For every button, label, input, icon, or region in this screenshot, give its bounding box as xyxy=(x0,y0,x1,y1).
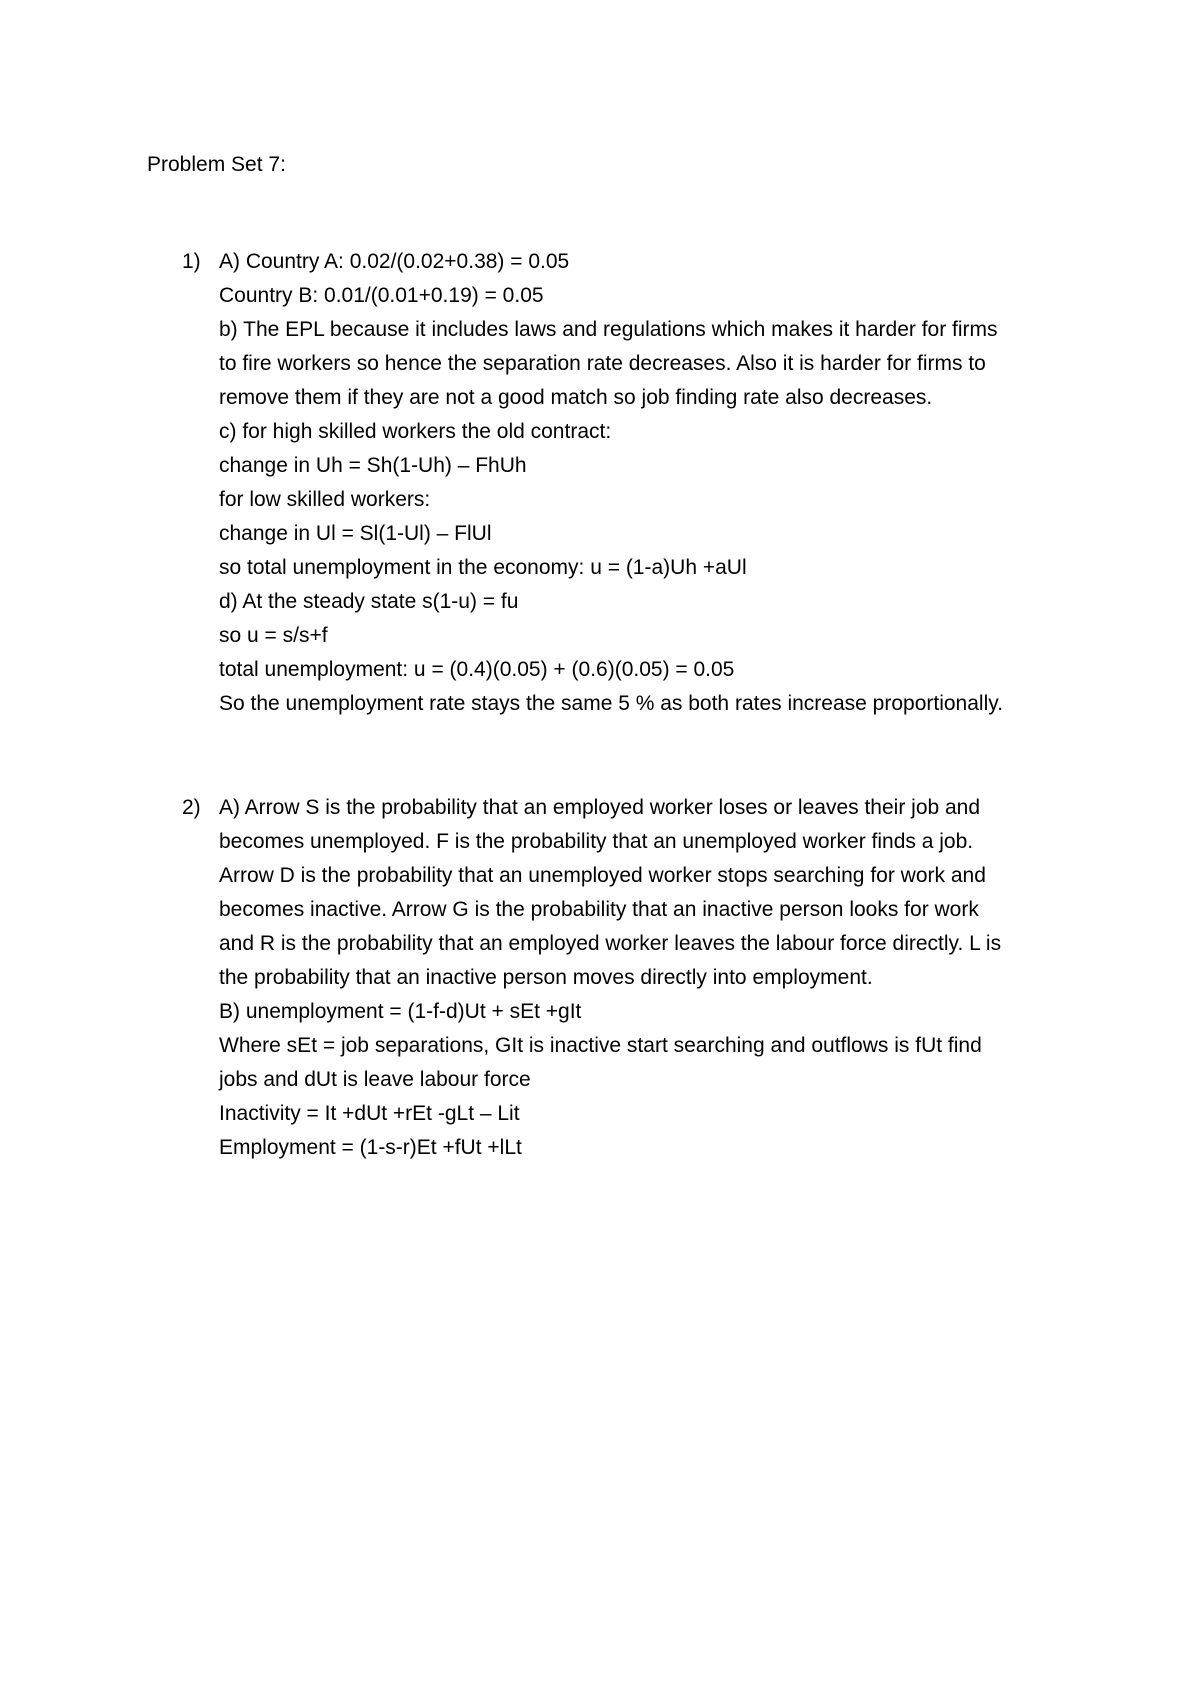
answer-line: B) unemployment = (1-f-d)Ut + sEt +gIt xyxy=(219,1000,582,1023)
item-body xyxy=(219,791,1079,1165)
answer-line: c) for high skilled workers the old contract: xyxy=(219,420,612,443)
answer-line: A) Country A: 0.02/(0.02+0.38) = 0.05 xyxy=(219,250,570,273)
answer-line: becomes unemployed. F is the probability that an unemployed worker finds a job. xyxy=(219,830,974,853)
answer-line: the probability that an inactive person moves directly into employment. xyxy=(219,966,873,989)
answer-line: A) Arrow S is the probability that an employed worker loses or leaves their job and xyxy=(219,796,981,819)
item-number: 1) xyxy=(182,250,201,273)
answer-line: and R is the probability that an employed worker leaves the labour force directly. L is xyxy=(219,932,1002,955)
answer-line: Inactivity = It +dUt +rEt -gLt – Lit xyxy=(219,1102,520,1125)
answer-line: So the unemployment rate stays the same 5 % as both rates increase proportionally. xyxy=(219,692,1004,715)
answer-line: to fire workers so hence the separation rate decreases. Also it is harder for firms to xyxy=(219,352,986,375)
answer-line: becomes inactive. Arrow G is the probability that an inactive person looks for work xyxy=(219,898,979,921)
answer-line: for low skilled workers: xyxy=(219,488,431,511)
item-number: 2) xyxy=(182,796,201,819)
answer-line: jobs and dUt is leave labour force xyxy=(219,1068,531,1091)
answer-line: Arrow D is the probability that an unemployed worker stops searching for work and xyxy=(219,864,986,887)
answer-line: b) The EPL because it includes laws and regulations which makes it harder for firms xyxy=(219,318,998,341)
answer-line: change in Uh = Sh(1-Uh) – FhUh xyxy=(219,454,527,477)
answer-line: Employment = (1-s-r)Et +fUt +lLt xyxy=(219,1136,522,1159)
answer-line: Country B: 0.01/(0.01+0.19) = 0.05 xyxy=(219,284,544,307)
answer-line: change in Ul = Sl(1-Ul) – FlUl xyxy=(219,522,492,545)
answer-line: total unemployment: u = (0.4)(0.05) + (0.6)(0.05) = 0.05 xyxy=(219,658,735,681)
answer-line: so total unemployment in the economy: u = (1-a)Uh +aUl xyxy=(219,556,747,579)
page-title: Problem Set 7: xyxy=(147,153,286,176)
answer-line: so u = s/s+f xyxy=(219,624,328,647)
answer-line: d) At the steady state s(1-u) = fu xyxy=(219,590,519,613)
answer-line: remove them if they are not a good match so job finding rate also decreases. xyxy=(219,386,933,409)
answer-line: Where sEt = job separations, GIt is inactive start searching and outflows is fUt find xyxy=(219,1034,982,1057)
item-body xyxy=(219,245,1079,721)
